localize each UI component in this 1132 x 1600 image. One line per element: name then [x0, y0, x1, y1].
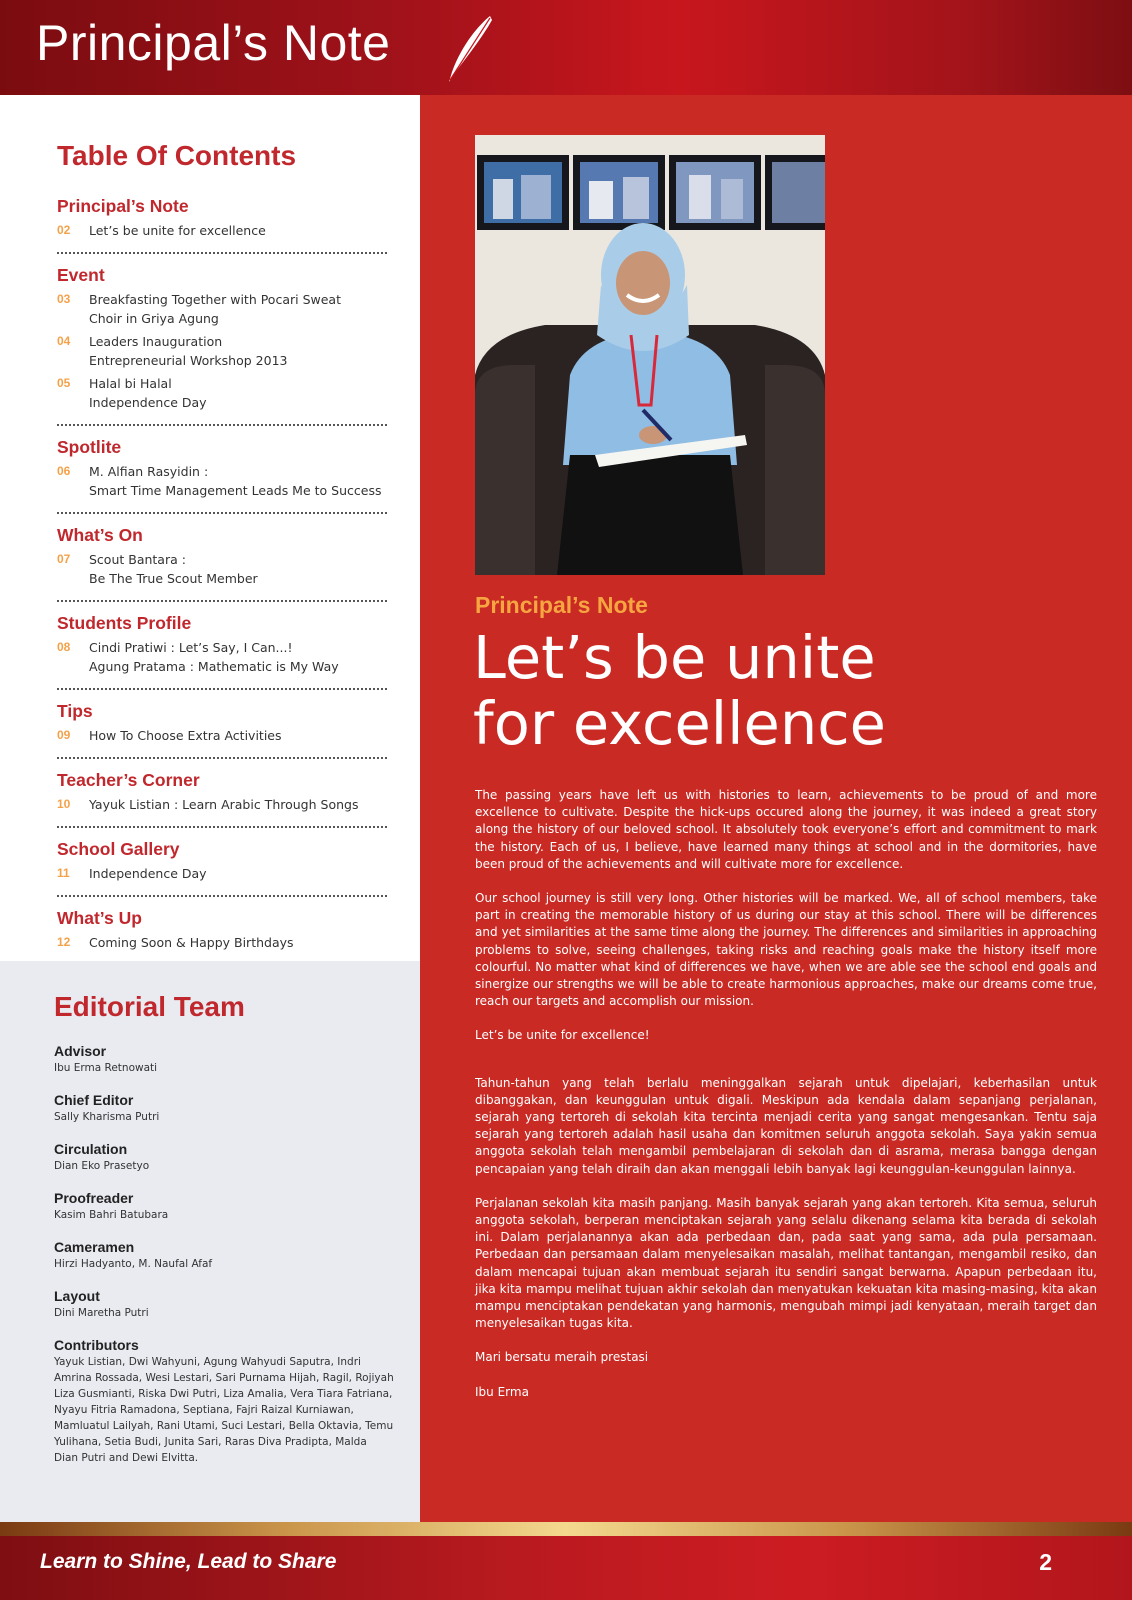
- toc-divider: [57, 688, 387, 690]
- toc-page-number: 11: [57, 866, 70, 880]
- toc-section-heading: What’s Up: [57, 908, 142, 928]
- toc-section-heading: What’s On: [57, 525, 143, 545]
- editorial-role: Advisor: [54, 1043, 107, 1059]
- toc-entry[interactable]: [57, 221, 387, 240]
- toc-entry-line: Let’s be unite for excellence: [89, 223, 266, 238]
- article-kicker: Principal’s Note: [475, 592, 648, 618]
- toc-page-number: 07: [57, 552, 71, 566]
- page-footer: [0, 1536, 1132, 1600]
- toc-section-heading: School Gallery: [57, 839, 180, 859]
- toc-divider: [57, 252, 387, 254]
- article-signature: Ibu Erma: [475, 1384, 529, 1399]
- toc-page-number: 02: [57, 223, 71, 237]
- toc-entry[interactable]: [57, 726, 387, 745]
- editorial-member: [54, 1239, 394, 1272]
- editorial-role: Proofreader: [54, 1190, 134, 1206]
- toc-page-number: 05: [57, 376, 71, 390]
- toc-entry-line: Halal bi Halal: [89, 376, 172, 391]
- toc-section-heading: Spotlite: [57, 437, 122, 457]
- toc-entry-title: [89, 933, 294, 952]
- toc-entry[interactable]: [57, 374, 387, 412]
- footer-gold-band: [0, 1522, 1132, 1536]
- article-headline: [473, 625, 1113, 757]
- editorial-team-panel: [0, 961, 420, 1522]
- article-panel: [420, 95, 1132, 1522]
- toc-entry-line: Breakfasting Together with Pocari Sweat: [89, 292, 341, 307]
- toc-page-number: 06: [57, 464, 71, 478]
- toc-entry-title: [89, 462, 381, 500]
- editorial-names: Sally Kharisma Putri: [54, 1111, 160, 1123]
- toc-page-number: 08: [57, 640, 71, 654]
- editorial-names: Ibu Erma Retnowati: [54, 1062, 158, 1074]
- toc-entry-title: [89, 795, 358, 814]
- toc-section: [57, 838, 387, 897]
- toc-page-number: 04: [57, 334, 71, 348]
- toc-page-number: 12: [57, 935, 71, 949]
- toc-section-heading: Teacher’s Corner: [57, 770, 200, 790]
- toc-entry-title: [89, 550, 258, 588]
- editorial-member: [54, 1190, 394, 1223]
- toc-list: [57, 195, 387, 952]
- editorial-role: Layout: [54, 1288, 100, 1304]
- principal-photo: [475, 135, 825, 575]
- toc-divider: [57, 600, 387, 602]
- editorial-names: Dian Eko Prasetyo: [54, 1160, 150, 1172]
- toc-entry-line: How To Choose Extra Activities: [89, 728, 282, 743]
- toc-entry[interactable]: [57, 550, 387, 588]
- editorial-member: [54, 1288, 394, 1321]
- toc-divider: [57, 895, 387, 897]
- editorial-role: Circulation: [54, 1141, 128, 1157]
- toc-divider: [57, 512, 387, 514]
- toc-entry-line: Independence Day: [89, 395, 207, 410]
- article-body: [475, 787, 1097, 1418]
- toc-entry-line: Be The True Scout Member: [89, 571, 258, 586]
- toc-section: [57, 524, 387, 602]
- header-title: Principal’s Note: [36, 15, 391, 71]
- toc-entry-line: Leaders Inauguration: [89, 334, 223, 349]
- editorial-title: Editorial Team: [54, 991, 245, 1022]
- toc-entry-line: Agung Pratama : Mathematic is My Way: [89, 659, 339, 674]
- toc-entry-title: [89, 864, 207, 883]
- toc-section-heading: Principal’s Note: [57, 196, 189, 216]
- editorial-names: Yayuk Listian, Dwi Wahyuni, Agung Wahyudi Saputra, Indri Amrina Rossada, Wesi Lestari, Sari Purnama Hijah, Ragil, Rojiyah Liza Gusmianti, Riska Dwi Putri, Liza Amalia, Vera Tiara Fatriana, Nyayu Fitria Ramadona, Septiana, Fajri Raizal Kurniawan, Mamluatul Lailyah, Rani Utami, Suci Lestari, Bella Oktavia, Temu Yulihana, Setia Budi, Junita Sari, Raras Diva Pradipta, Malda Dian Putri and Dewi Elvitta.: [54, 1356, 394, 1464]
- toc-entry-title: [89, 726, 282, 745]
- toc-section: [57, 907, 387, 952]
- editorial-list: [54, 1043, 394, 1482]
- page-header: [0, 0, 1132, 95]
- feather-quill-icon: [440, 14, 496, 86]
- toc-entry-line: Scout Bantara :: [89, 552, 186, 567]
- toc-entry-line: Entrepreneurial Workshop 2013: [89, 353, 288, 368]
- toc-entry[interactable]: [57, 462, 387, 500]
- toc-page-number: 03: [57, 292, 71, 306]
- table-of-contents: [0, 95, 420, 961]
- toc-section: [57, 769, 387, 828]
- toc-entry[interactable]: [57, 290, 387, 328]
- article-paragraph: Our school journey is still very long. Other histories will be marked. We, all of school members, take part in creating the memorable history of us during our stay at this school. There will be differences and yet similarities at the same time along the journey. The differences and similarities in approaching problems to solve, seeing challenges, taking risks and reaching goals make the history itself more colourful. No matter what kind of differences we have, when we are able see the school end goals and sinergize our strengths we will be able to create harmonious approaches, make our dreams come true, reach our targets and accomplish our mission.: [475, 891, 1097, 1009]
- toc-section: [57, 700, 387, 759]
- toc-entry-title: [89, 332, 287, 370]
- toc-divider: [57, 757, 387, 759]
- article-paragraph: Tahun-tahun yang telah berlalu meninggalkan sejarah untuk dipelajari, keberhasilan untuk dibanggakan, dan keunggulan untuk digali. Meskipun ada kendala dalam sepanjang perjalanan, sejarah yang tertoreh di sekolah kita tercinta menjadi cerita yang sangat mengesankan. Tentu saja sejarah yang tertoreh adalah hasil usaha dan komitmen seluruh anggota sekolah. Saya yakin semua anggota sekolah telah mengambil pembelajaran di sekolah dan di asrama, merasa bangga dengan pencapaian yang telah diraih dan akan menggali lebih banyak lagi keunggulan-keunggulan lainnya.: [475, 1075, 1097, 1176]
- toc-entry-title: [89, 374, 207, 412]
- toc-entry[interactable]: [57, 864, 387, 883]
- editorial-member: [54, 1092, 394, 1125]
- editorial-role: Cameramen: [54, 1239, 135, 1255]
- toc-entry-line: Cindi Pratiwi : Let’s Say, I Can...!: [89, 640, 293, 655]
- editorial-names: Dini Maretha Putri: [54, 1307, 149, 1319]
- toc-section-heading: Students Profile: [57, 613, 192, 633]
- toc-entry-line: Choir in Griya Agung: [89, 311, 219, 326]
- toc-entry[interactable]: [57, 638, 387, 676]
- toc-entry-line: M. Alfian Rasyidin :: [89, 464, 209, 479]
- toc-entry-title: [89, 638, 339, 676]
- toc-entry-title: [89, 221, 266, 240]
- editorial-member: [54, 1043, 394, 1076]
- headline-line: Let’s be unite: [473, 623, 876, 692]
- editorial-role: Chief Editor: [54, 1092, 134, 1108]
- toc-section: [57, 264, 387, 426]
- toc-entry[interactable]: [57, 933, 387, 952]
- editorial-member: [54, 1337, 394, 1466]
- headline-line: for excellence: [473, 689, 886, 758]
- toc-title: Table Of Contents: [57, 140, 297, 171]
- toc-section-heading: Event: [57, 265, 105, 285]
- toc-page-number: 10: [57, 797, 71, 811]
- toc-section: [57, 612, 387, 690]
- editorial-names: Hirzi Hadyanto, M. Naufal Afaf: [54, 1258, 213, 1270]
- editorial-names: Kasim Bahri Batubara: [54, 1209, 169, 1221]
- page-number: 2: [1039, 1549, 1052, 1575]
- toc-entry-title: [89, 290, 341, 328]
- editorial-role: Contributors: [54, 1337, 139, 1353]
- toc-entry-line: Independence Day: [89, 866, 207, 881]
- article-paragraph: Let’s be unite for excellence!: [475, 1028, 650, 1043]
- toc-entry-line: Yayuk Listian : Learn Arabic Through Songs: [89, 797, 359, 812]
- toc-entry-line: Coming Soon & Happy Birthdays: [89, 935, 294, 950]
- article-paragraph: The passing years have left us with histories to learn, achievements to be proud of and more excellence to cultivate. Despite the hick-ups occured along the journey, it was indeed a great story along the history of our beloved school. It absolutely took everyone’s effort and commitment to mark the history. Each of us, I believe, have learned many things at school and in the dormitories, have been proud of the achievements and will cultivate more for excellence.: [475, 788, 1097, 871]
- toc-divider: [57, 424, 387, 426]
- toc-divider: [57, 826, 387, 828]
- toc-section: [57, 195, 387, 254]
- toc-section-heading: Tips: [57, 701, 93, 721]
- footer-tagline: Learn to Shine, Lead to Share: [40, 1550, 337, 1573]
- toc-page-number: 09: [57, 728, 71, 742]
- toc-entry[interactable]: [57, 795, 387, 814]
- toc-entry[interactable]: [57, 332, 387, 370]
- article-paragraph: Perjalanan sekolah kita masih panjang. Masih banyak sejarah yang akan tertoreh. Kita semua, seluruh anggota sekolah, berperan menciptakan sejarah yang selalu dikenang selama kita berada di sekolah ini. Dalam perjalanannya akan ada perbedaan dan, pada saat yang sama, ada pula persamaan. Perbedaan dan persamaan dalam menyelesaikan masalah, melihat tantangan, mengambil resiko, dan dalam mencapai tujuan akan membuat sejarah itu sendiri sangat berwarna. Apapun perbedaan itu, jika kita mampu melihat tujuan akhir sekolah dan menyatukan kekuatan kita masing-masing, kita akan mampu menciptakan pendekatan yang harmonis, mengubah mimpi jadi kenyataan, meraih target dan menyelesaikan tugas kita.: [475, 1195, 1097, 1331]
- toc-entry-line: Smart Time Management Leads Me to Success: [89, 483, 382, 498]
- toc-section: [57, 436, 387, 514]
- editorial-member: [54, 1141, 394, 1174]
- article-closing: Mari bersatu meraih prestasi: [475, 1350, 649, 1365]
